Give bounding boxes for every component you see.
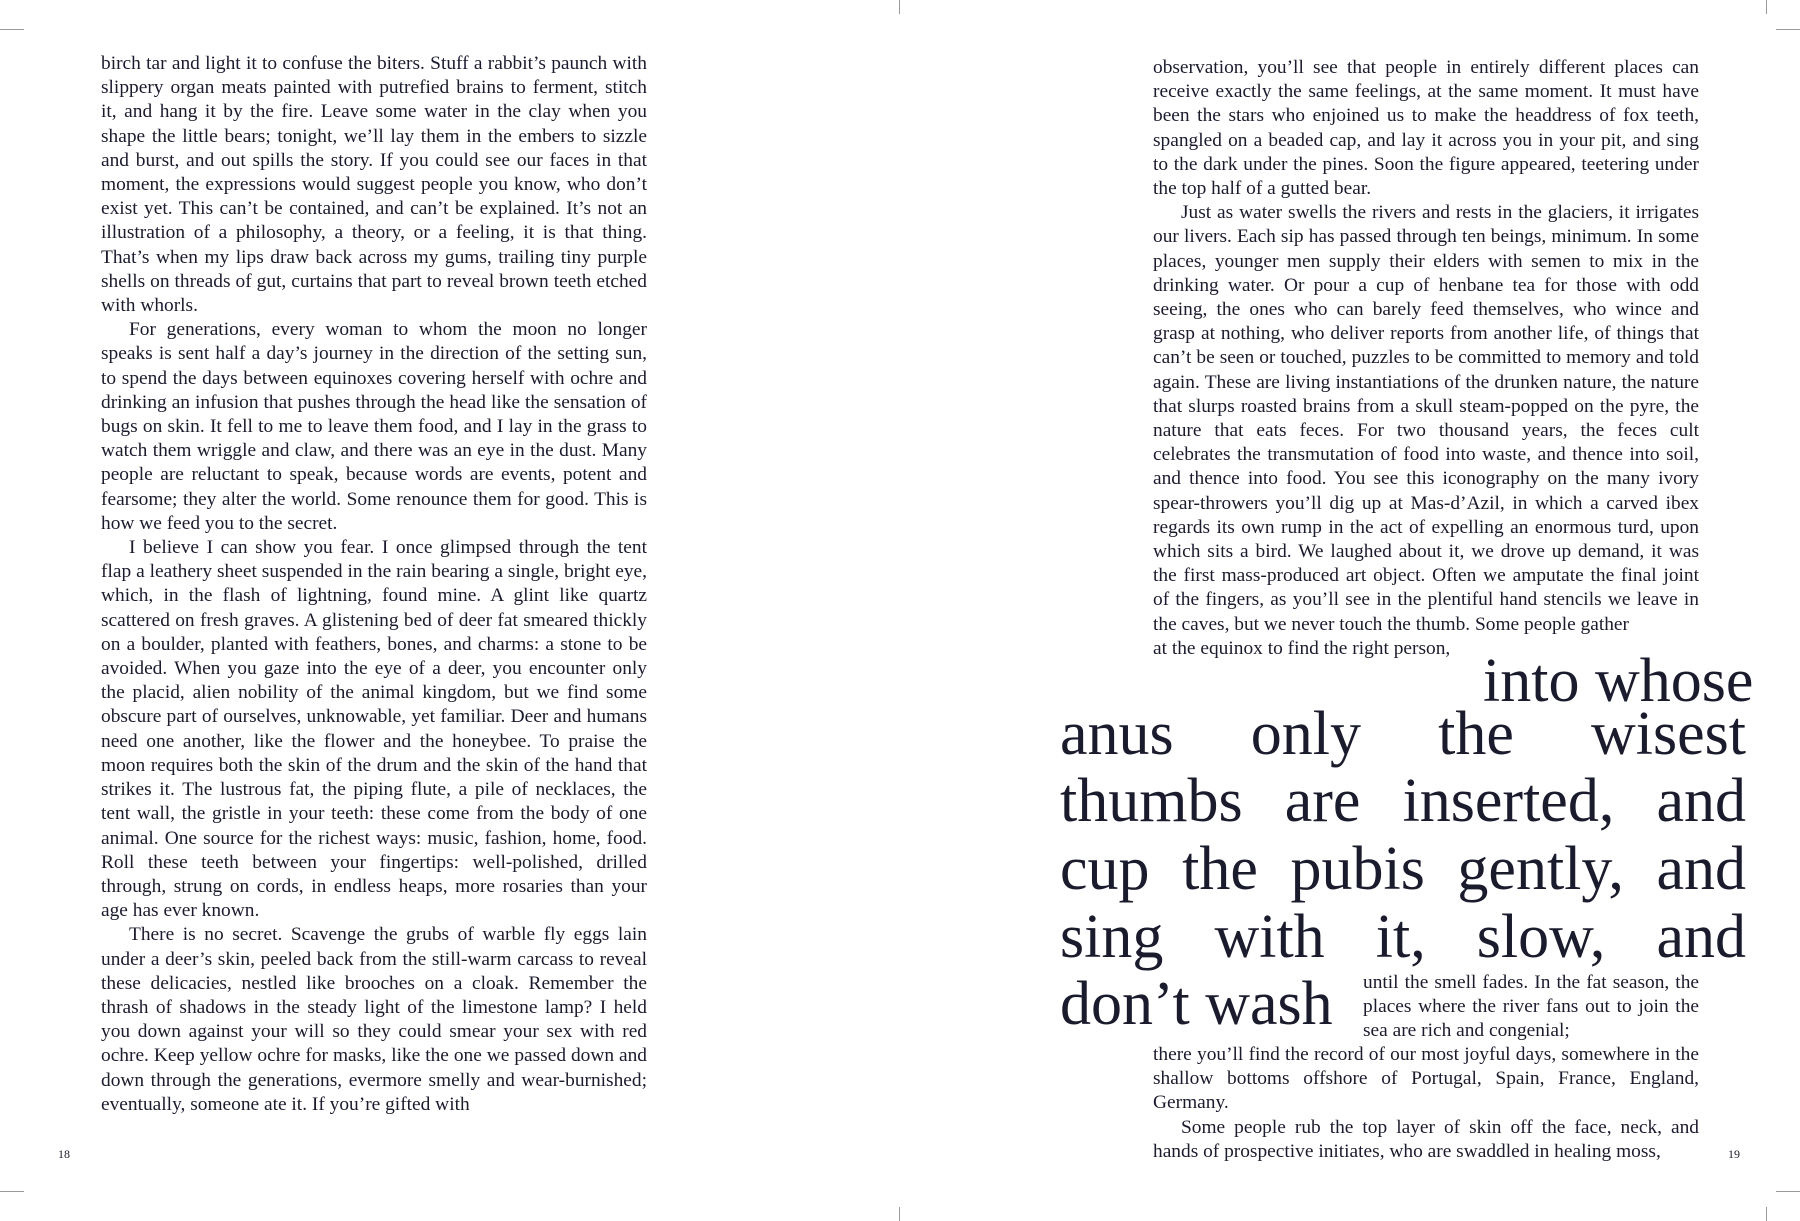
display-text-line-3: thumbs are inserted, and (1060, 767, 1746, 835)
display-text-line-2: anus only the wisest (1060, 700, 1746, 768)
left-page-body (101, 52, 647, 1117)
left-page-number: 18 (58, 1147, 70, 1161)
right-paragraph-3-continued: there you’ll find the record of our most joyful days, somewhere in the shallow bottoms offshore of Portugal, Spain, France, England, Germany. (1153, 1044, 1699, 1114)
left-paragraph-1: birch tar and light it to confuse the biters. Stuff a rabbit’s paunch with slippery organ meats painted with putrefied brains to ferment, stitch it, and hang it by the fire. Leave some water in the clay when you shape the little bears; tonight, we’ll lay them in the embers to sizzle and burst, and out spills the story. If you could see our faces in that moment, the expressions would suggest people you know, who don’t exist yet. This can’t be contained, and can’t be explained. It’s not an illustration of a philosophy, a theory, or a feeling, it is that thing. That’s when my lips draw back across my gums, trailing tiny purple shells on threads of gut, curtains that part to reveal brown teeth etched with whorls. (101, 53, 647, 317)
right-paragraph-1: observation, you’ll see that people in entirely different places can receive exactly the same feelings, at the same moment. It must have been the stars who enjoined us to make the headdress of fox teeth, spangled on a beaded cap, and lay it across you in your pit, and sing to the dark under the pines. Soon the figure appeared, teetering under the top half of a gutted bear. (1153, 57, 1699, 200)
left-paragraph-2: For generations, every woman to whom the moon no longer speaks is sent half a day’s journey in the direction of the setting sun, to spend the days between equinoxes covering herself with ochre and drinking an infusion that pushes through the head like the sensation of bugs on skin. It fell to me to leave them food, and I lay in the grass to watch them wriggle and claw, and there was an eye in the dust. Many people are reluctant to speak, because words are events, potent and fearsome; they alter the world. Some renounce them for good. This is how we feed you to the secret. (101, 319, 647, 534)
display-text-line-6: don’t wash (1060, 970, 1333, 1038)
text-beside-display: until the smell fades. In the fat season, the places where the river fans out to join the sea are rich and congenial; (1363, 972, 1699, 1042)
right-page-number: 19 (1728, 1147, 1740, 1161)
right-paragraph-2: Just as water swells the rivers and rests in the glaciers, it irrigates our livers. Each sip has passed through ten beings, minimum. In some places, younger men supply their elders with semen to mix in the drinking water. Or pour a cup of henbane tea for those with odd seeing, the ones who can barely feed themselves, who wince and grasp at nothing, who deliver reports from another life, of things that can’t be seen or touched, puzzles to be committed to memory and told again. These are living instantiations of the drunken nature, the nature that slurps roasted brains from a skull steam-popped on the pyre, the nature that eats feces. For two thousand years, the feces cult celebrates the transmutation of food into waste, and thence into soil, and thence into food. You see this iconography on the many ivory spear-throwers you’ll dig up at Mas-d’Azil, in which a carved ibex regards its own rump in the act of expelling an enormous turd, upon which sits a bird. We laughed about it, we drove up demand, it was the first mass-produced art object. Often we amputate the final joint of the fingers, as you’ll see in the plentiful hand stencils we leave in the caves, but we never touch the thumb. Some people gather (1153, 202, 1699, 635)
right-page-body-bottom (1153, 1043, 1699, 1164)
left-paragraph-3: I believe I can show you fear. I once glimpsed through the tent flap a leathery sheet suspended in the rain bearing a single, bright eye, which, in the flash of lightning, found mine. A glint like quartz scattered on fresh graves. A glistening bed of deer fat smeared thickly on a boulder, planted with feathers, bones, and charms: a stone to be avoided. When you gaze into the eye of a deer, you encounter only the placid, alien nobility of the animal kingdom, but we find some obscure part of ourselves, unknowable, yet familiar. Deer and humans need one another, like the flower and the honeybee. To praise the moon requires both the skin of the drum and the skin of the hand that strikes it. The lustrous fat, the piping flute, a pile of necklaces, the tent wall, the gristle in your teeth: these come from the body of one animal. One source for the richest ways: music, fashion, home, food. Roll these teeth between your fingertips: well-polished, drilled through, strung on cords, in endless heaps, more rosaries than your age has ever known. (101, 537, 647, 922)
right-paragraph-2-last-line: at the equinox to find the right person, (1153, 637, 1451, 659)
right-page-body-top (1153, 56, 1699, 661)
display-text-line-4: cup the pubis gently, and (1060, 835, 1746, 903)
display-text-line-1: into whose (1483, 647, 1754, 715)
left-paragraph-4: There is no secret. Scavenge the grubs of warble fly eggs lain under a deer’s skin, peeled back from the still-warm carcass to reveal these delicacies, nestled like brooches on a cloak. Remember the thrash of shadows in the steady light of the limestone lamp? I held you down against your will so they could smear your sex with red ochre. Keep yellow ochre for masks, like the one we passed down and down through the generations, evermore smelly and wear-burnished; eventually, someone ate it. If you’re gifted with (101, 924, 647, 1115)
right-paragraph-4: Some people rub the top layer of skin off the face, neck, and hands of prospective initiates, who are swaddled in healing moss, (1153, 1116, 1699, 1162)
display-text-line-5: sing with it, slow, and (1060, 903, 1746, 971)
